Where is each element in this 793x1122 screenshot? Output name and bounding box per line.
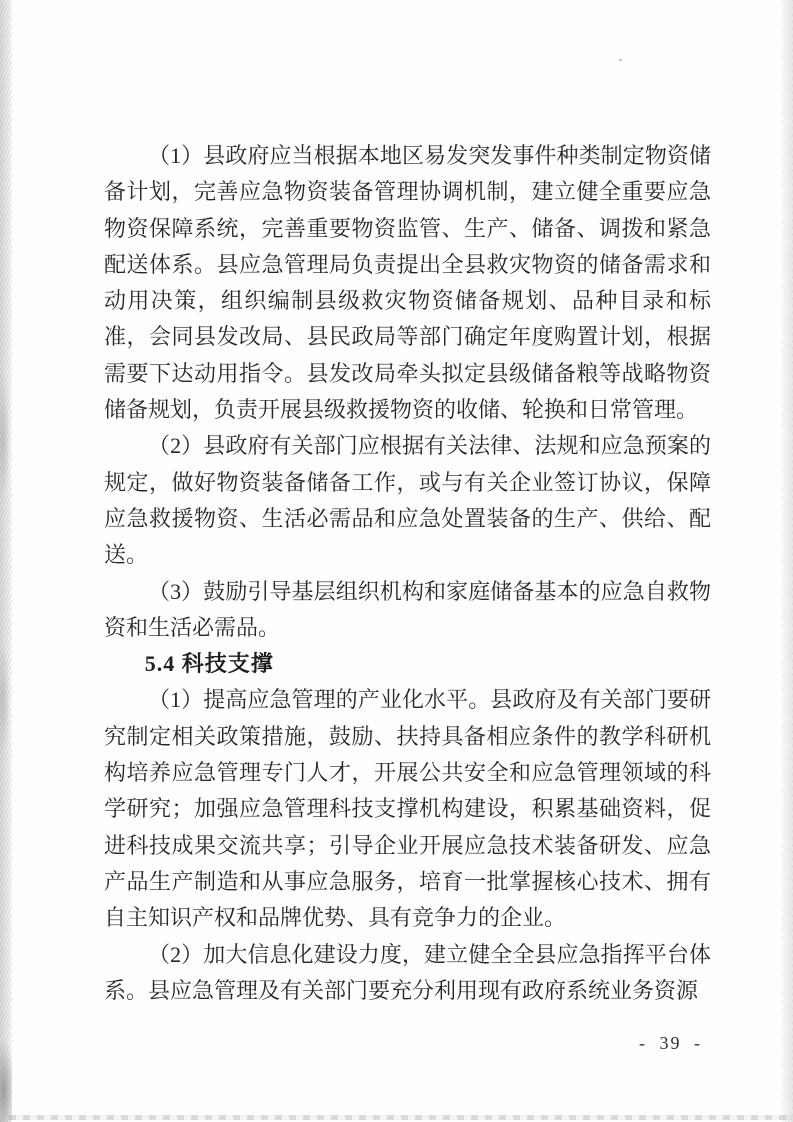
paragraph-departments-reserves: （2）县政府有关部门应根据有关法律、法规和应急预案的规定，做好物资装备储备工作，或与有关企业签订协议，保障应急救援物资、生活必需品和应急处置装备的生产、供给、配送。 bbox=[104, 433, 711, 568]
scan-edge-right bbox=[782, 0, 793, 1122]
paragraph-household-reserves: （3）鼓励引导基层组织机构和家庭储备基本的应急自救物资和生活必需品。 bbox=[104, 578, 711, 640]
paragraph-industrialization: （1）提高应急管理的产业化水平。县政府及有关部门要研究制定相关政策措施，鼓励、扶持具备相应条件的教学科研机构培养应急管理专门人才，开展公共安全和应急管理领域的科学研究；加强应急管理科技支撑机构建设，积累基础资料，促进科技成果交流共享；引导企业开展应急技术装备研发、应急产品生产制造和从事应急服务，培育一批掌握核心技术、拥有自主知识产权和品牌优势、具有竞争力的企业。 bbox=[104, 687, 711, 931]
document-body bbox=[104, 138, 711, 1009]
scan-edge-left bbox=[0, 0, 12, 1122]
scan-edge-bottom-shadow bbox=[9, 1115, 793, 1120]
paragraph-supplies-plan: （1）县政府应当根据本地区易发突发事件种类制定物资储备计划，完善应急物资装备管理协调机制，建立健全重要应急物资保障系统，完善重要物资监管、生产、储备、调拨和紧急配送体系。县应急管理局负责提出全县救灾物资的储备需求和动用决策，组织编制县级救灾物资储备规划、品种目录和标准，会同县发改局、县民政局等部门确定年度购置计划，根据需要下达动用指令。县发改局牵头拟定县级储备粮等战略物资储备规划，负责开展县级救援物资的收储、轮换和日常管理。 bbox=[104, 143, 711, 423]
section-heading-5-4-tech-support: 5.4 科技支撑 bbox=[144, 651, 274, 677]
page-number: - 39 - bbox=[639, 1033, 702, 1053]
scan-speck bbox=[619, 59, 622, 61]
paragraph-informatization: （2）加大信息化建设力度，建立健全全县应急指挥平台体系。县应急管理及有关部门要充分利用现有政府系统业务资源 bbox=[104, 941, 711, 1003]
